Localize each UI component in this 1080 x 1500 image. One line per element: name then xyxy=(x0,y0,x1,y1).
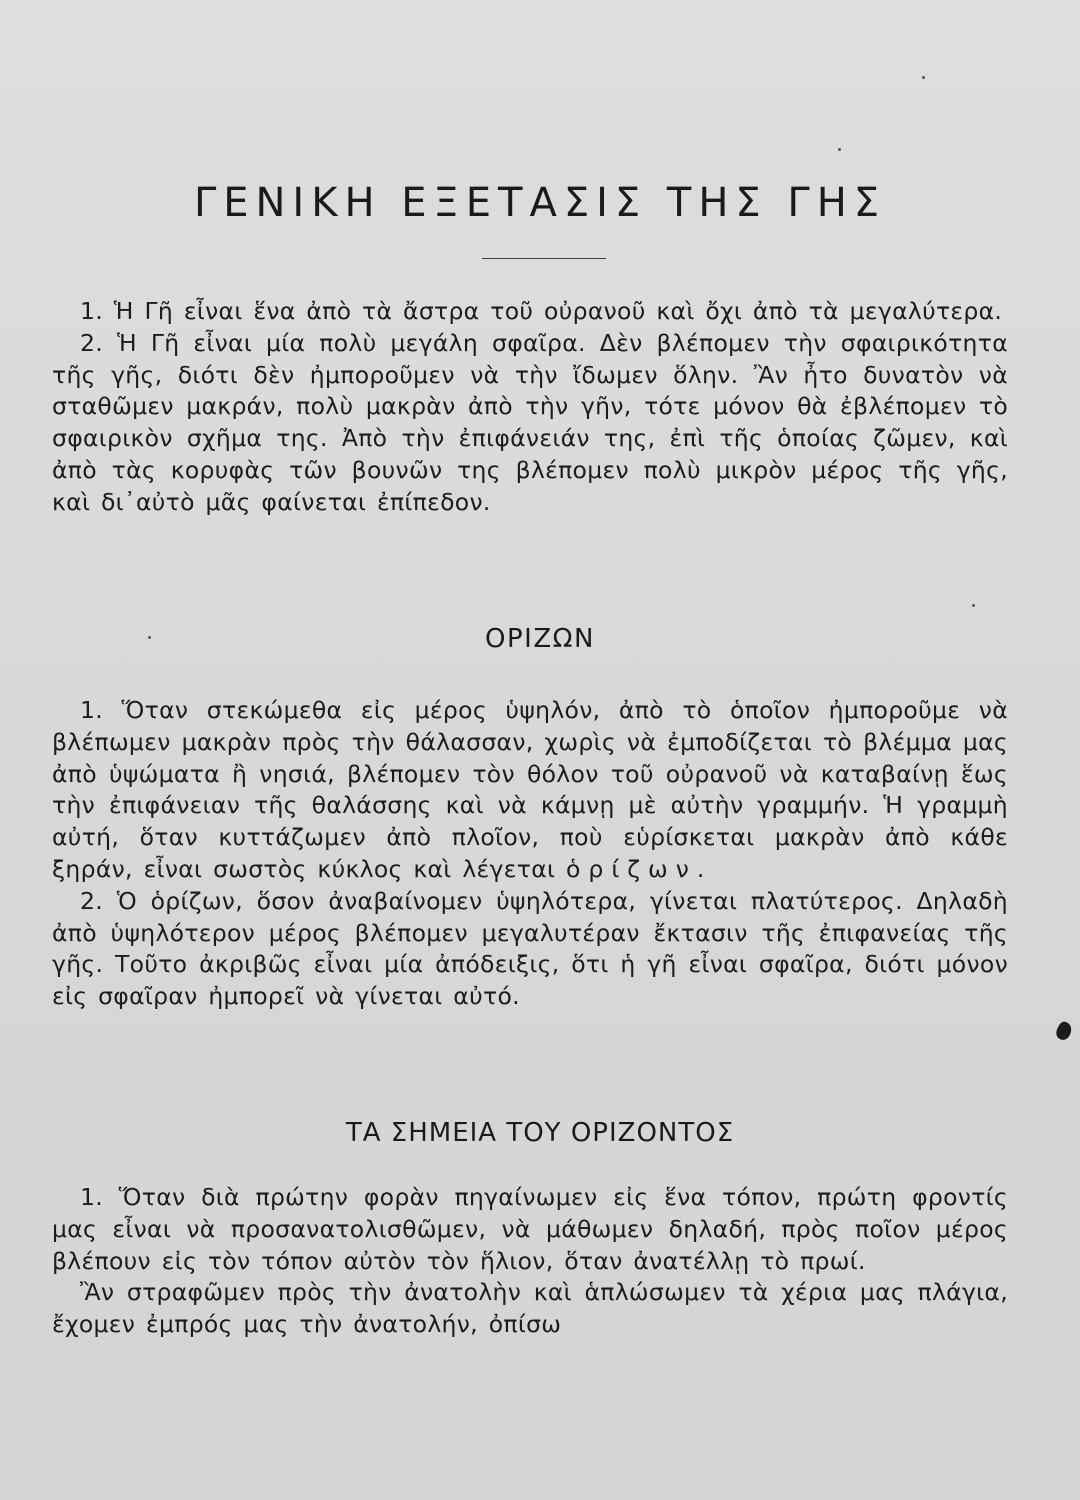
paragraph-orientation: 1. Ὅταν διὰ πρώτην φορὰν πηγαίνωμεν εἰς ἕνα τόπον, πρώτη φροντίς μας εἶναι νὰ προσανατολισθῶμεν, νὰ μάθωμεν δηλαδή, πρὸς ποῖον μέρος βλέπουν εἰς τὸν τόπον αὐτὸν τὸν ἥλιον, ὅταν ἀνατέλλῃ τὸ πρωί. xyxy=(52,1183,1008,1275)
horizon-term: ὁρίζων. xyxy=(566,854,713,883)
dust-speck xyxy=(922,76,925,79)
ink-blot xyxy=(1054,1020,1074,1042)
paragraph-earth-sphere: 2. Ἡ Γῆ εἶναι μία πολὺ μεγάλη σφαῖρα. Δὲν βλέπομεν τὴν σφαιρικότητα τῆς γῆς, διότι δὲν ἠμποροῦμεν νὰ τὴν ἴδωμεν ὅλην. Ἂν ἦτο δυνατὸν νὰ σταθῶμεν μακράν, πολὺ μακρὰν ἀπὸ τὴν γῆν, τότε μόνον θὰ ἐβλέπομεν τὸ σφαιρικὸν σχῆμα της. Ἀπὸ τὴν ἐπιφάνειάν της, ἐπὶ τῆς ὁποίας ζῶμεν, καὶ ἀπὸ τὰς κορυφὰς τῶν βουνῶν της βλέπομεν πολὺ μικρὸν μέρος τῆς γῆς, καὶ δι᾽αὐτὸ μᾶς φαίνεται ἐπίπεδον. xyxy=(52,328,1008,516)
heading-horizon-points: ΤΑ ΣΗΜΕΙΑ ΤΟΥ ΟΡΙΖΟΝΤΟΣ xyxy=(345,1118,735,1148)
heading-horizon: ΟΡΙΖΩΝ xyxy=(485,624,595,654)
dust-speck xyxy=(972,604,975,607)
paragraph-earth-star: 1. Ἡ Γῆ εἶναι ἕνα ἀπὸ τὰ ἄστρα τοῦ οὐρανοῦ καὶ ὄχι ἀπὸ τὰ μεγαλύτερα. xyxy=(80,297,1003,325)
intro-section xyxy=(52,296,1008,519)
paragraph-horizon-widening: 2. Ὁ ὁρίζων, ὅσον ἀναβαίνομεν ὑψηλότερα, γίνεται πλατύτερος. Δηλαδὴ ἀπὸ ὑψηλότερον μέρος βλέπομεν μεγαλυτέραν ἔκτασιν τῆς ἐπιφανείας τῆς γῆς. Τοῦτο ἀκριβῶς εἶναι μία ἀπόδειξις, ὅτι ἡ γῆ εἶναι σφαῖρα, διότι μόνον εἰς σφαῖραν ἠμπορεῖ νὰ γίνεται αὐτό. xyxy=(52,886,1008,1011)
points-section xyxy=(52,1182,1008,1341)
title-underline xyxy=(482,258,606,259)
paragraph-horizon-definition xyxy=(52,695,1008,886)
dust-speck xyxy=(838,148,841,151)
dust-speck xyxy=(148,636,151,639)
horizon-section xyxy=(52,695,1008,1013)
horizon-definition-text: 1. Ὅταν στεκώμεθα εἰς μέρος ὑψηλόν, ἀπὸ τὸ ὁποῖον ἠμποροῦμε νὰ βλέπωμεν μακρὰν πρὸς τὴν θάλασσαν, χωρὶς νὰ ἐμποδίζεται τὸ βλέμμα μας ἀπὸ ὑψώματα ἢ νησιά, βλέπομεν τὸν θόλον τοῦ οὐρανοῦ νὰ καταβαίνῃ ἕως τὴν ἐπιφάνειαν τῆς θαλάσσης καὶ νὰ κάμνῃ μὲ αὐτὴν γραμμήν. Ἡ γραμμὴ αὐτή, ὅταν κυττάζωμεν ἀπὸ πλοῖον, ποὺ εὑρίσκεται μακρὰν ἀπὸ κάθε ξηράν, εἶναι σωστὸς κύκλος καὶ λέγεται xyxy=(52,696,1008,883)
page-title: ΓΕΝΙΚΗ ΕΞΕΤΑΣΙΣ ΤΗΣ ΓΗΣ xyxy=(193,180,887,226)
paragraph-facing-east: Ἂν στραφῶμεν πρὸς τὴν ἀνατολὴν καὶ ἁπλώσωμεν τὰ χέρια μας πλάγια, ἔχομεν ἐμπρός μας τὴν ἀνατολήν, ὀπίσω xyxy=(52,1278,1008,1339)
